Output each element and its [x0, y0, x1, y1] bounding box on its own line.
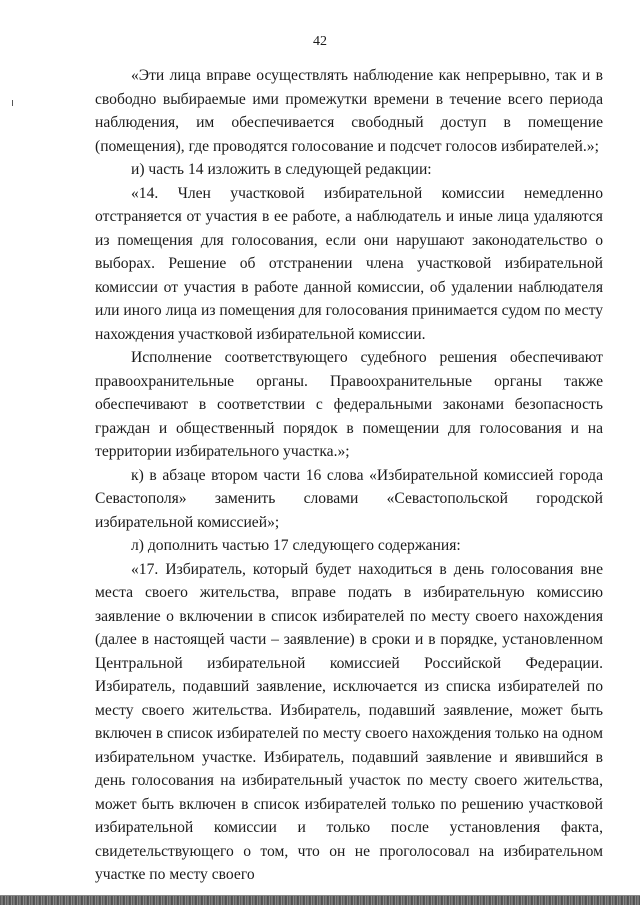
document-body	[95, 64, 603, 887]
page-number: 42	[313, 34, 327, 49]
paragraph-item-k: к) в абзаце втором части 16 слова «Избирательной комиссией города Севастополя» заменить словами «Севастопольской городской избирательной комиссией»;	[95, 466, 603, 531]
scan-bottom-strip	[0, 896, 640, 905]
scan-edge-mark	[12, 100, 13, 106]
paragraph-item-l: л) дополнить частью 17 следующего содержания:	[131, 537, 461, 554]
paragraph-item-i: и) часть 14 изложить в следующей редакции:	[131, 161, 432, 178]
paragraph-court-decision-enforcement: Исполнение соответствующего судебного решения обеспечивают правоохранительные органы. Правоохранительные органы также обеспечивают в соответствии с федеральными законами безопасность граждан и общественный порядок в помещении для голосования и на территории избирательного участка.»;	[95, 349, 603, 460]
paragraph-part-17: «17. Избиратель, который будет находиться в день голосования вне места своего жительства, вправе подать в избирательную комиссию заявление о включении в список избирателей по месту своего нахождения (далее в настоящей части – заявление) в сроки и в порядке, установленном Центральной избирательной комиссией Российской Федерации. Избиратель, подавший заявление, исключается из списка избирателей по месту своего жительства. Избиратель, подавший заявление, может быть включен в список избирателей по месту своего нахождения только на одном избирательном участке. Избиратель, подавший заявление и явившийся в день голосования на избирательный участок по месту своего жительства, может быть включен в список избирателей только по решению участковой избирательной комиссии и только после установления факта, свидетельствующего о том, что он не проголосовал на избирательном участке по месту своего	[95, 560, 603, 883]
paragraph-observers-rights: «Эти лица вправе осуществлять наблюдение как непрерывно, так и в свободно выбираемые ими промежутки времени в течение всего периода наблюдения, им обеспечивается свободный доступ в помещение (помещения), где проводятся голосование и подсчет голосов избирателей.»;	[95, 67, 603, 155]
paragraph-part-14: «14. Член участковой избирательной комиссии немедленно отстраняется от участия в ее работе, а наблюдатель и иные лица удаляются из помещения для голосования, если они нарушают законодательство о выборах. Решение об отстранении члена участковой избирательной комиссии от участия в работе данной комиссии, об удалении наблюдателя или иного лица из помещения для голосования принимается судом по месту нахождения участковой избирательной комиссии.	[95, 184, 603, 343]
